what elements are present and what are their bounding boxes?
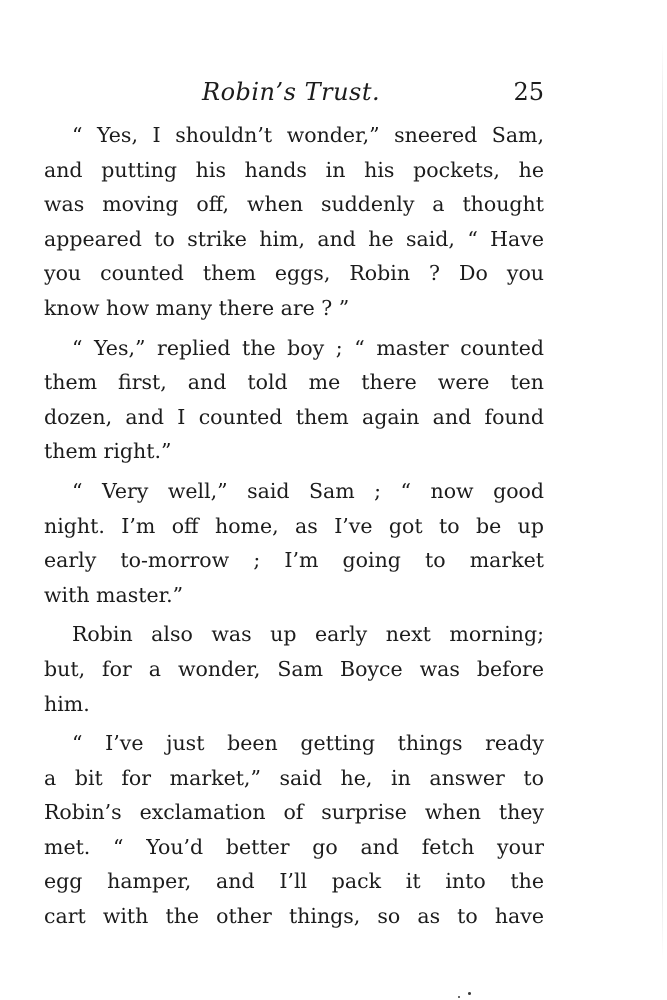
body-text — [44, 118, 544, 939]
text-line: them first, and told me there were ten — [44, 370, 544, 395]
paragraph-1 — [44, 118, 544, 326]
text-line: egg hamper, and I’ll pack it into the — [44, 869, 544, 894]
text-line: “ Yes,” replied the boy ; “ master counted — [72, 335, 544, 360]
paragraph-5 — [44, 726, 544, 934]
text-line: Robin’s exclamation of surprise when they — [44, 800, 544, 825]
text-line: but, for a wonder, Sam Boyce was before — [44, 656, 544, 681]
text-line: early to-morrow ; I’m going to market — [44, 548, 544, 573]
text-line: know how many there are ? ” — [44, 295, 350, 320]
scan-edge-shadow — [662, 40, 663, 960]
text-line: dozen, and I counted them again and found — [44, 404, 544, 429]
text-line: him. — [44, 691, 90, 716]
scan-speck — [468, 992, 471, 995]
text-line: a bit for market,” said he, in answer to — [44, 765, 544, 790]
page-number: 25 — [513, 78, 544, 106]
text-line: them right.” — [44, 439, 172, 464]
text-line: cart with the other things, so as to have — [44, 904, 544, 929]
text-line: appeared to strike him, and he said, “ Have — [44, 226, 544, 251]
running-title: Robin’s Trust. — [202, 78, 381, 106]
text-line: you counted them eggs, Robin ? Do you — [44, 261, 544, 286]
text-line: “ I’ve just been getting things ready — [72, 731, 544, 756]
scan-speck — [458, 996, 460, 998]
text-line: and putting his hands in his pockets, he — [44, 157, 544, 182]
text-line: “ Very well,” said Sam ; “ now good — [72, 478, 544, 503]
text-line: Robin also was up early next morning; — [72, 622, 544, 647]
text-line: “ Yes, I shouldn’t wonder,” sneered Sam, — [72, 123, 544, 147]
paragraph-3 — [44, 474, 544, 612]
text-line: night. I’m off home, as I’ve got to be up — [44, 513, 544, 538]
text-line: met. “ You’d better go and fetch your — [44, 834, 544, 859]
paragraph-4 — [44, 617, 544, 721]
running-header — [44, 76, 544, 108]
text-line: was moving off, when suddenly a thought — [44, 192, 544, 217]
paragraph-2 — [44, 331, 544, 469]
text-line: with master.” — [44, 582, 184, 607]
